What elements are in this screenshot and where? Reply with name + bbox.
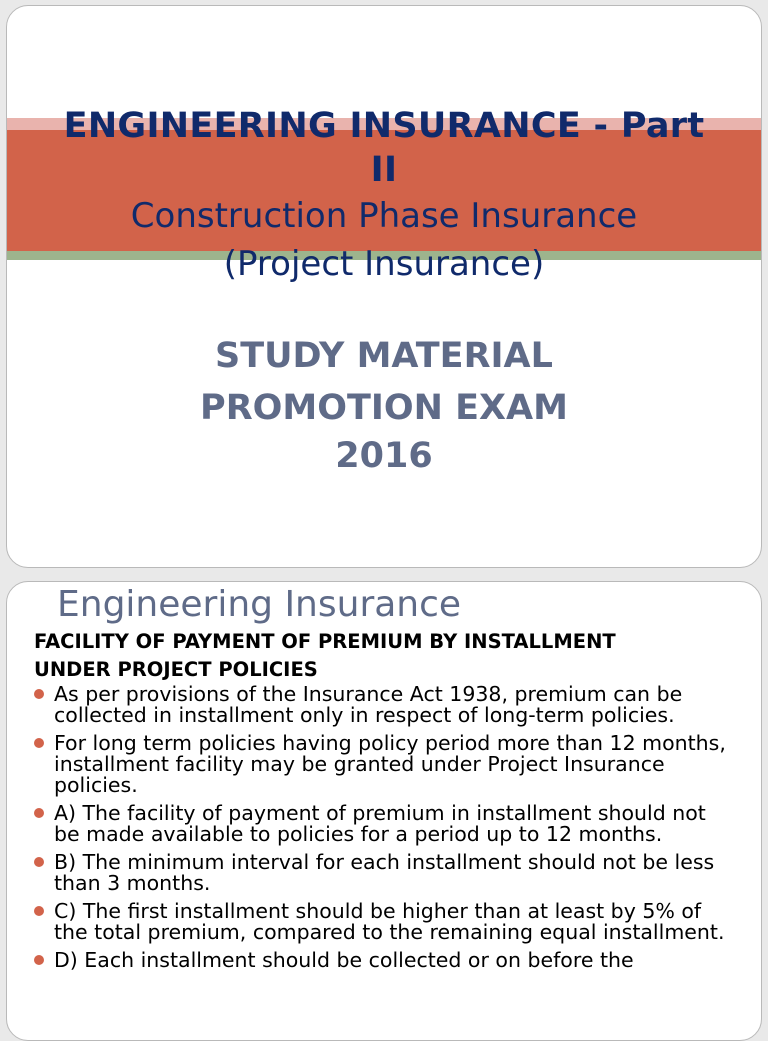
study-material-block bbox=[17, 332, 751, 480]
slide-subtitle-line-1: Construction Phase Insurance bbox=[130, 196, 638, 236]
bullet-dot-icon bbox=[34, 689, 44, 699]
study-line-2: PROMOTION EXAM bbox=[200, 388, 568, 428]
title-slide bbox=[6, 5, 762, 568]
study-line-3: 2016 bbox=[335, 436, 433, 476]
bullet-item bbox=[29, 733, 731, 796]
bullet-text: D) Each installment should be collected or on before the bbox=[54, 948, 634, 972]
bullet-text: C) The first installment should be higher than at least by 5% of the total premium, compared to the remaining equal installment. bbox=[54, 899, 725, 944]
bullet-item bbox=[29, 684, 731, 726]
section-heading-line-1: FACILITY OF PAYMENT OF PREMIUM BY INSTALLMENT bbox=[34, 630, 616, 653]
slide-title-line-1: ENGINEERING INSURANCE - Part bbox=[63, 106, 705, 146]
bullet-dot-icon bbox=[34, 857, 44, 867]
bullet-item bbox=[29, 803, 731, 845]
bullet-dot-icon bbox=[34, 738, 44, 748]
slide-subtitle-line-2: (Project Insurance) bbox=[223, 244, 545, 284]
slide-title-line-2: II bbox=[370, 150, 398, 190]
bullet-item bbox=[29, 852, 731, 894]
study-line-1: STUDY MATERIAL bbox=[215, 336, 553, 376]
bullet-dot-icon bbox=[34, 955, 44, 965]
bullet-list bbox=[29, 684, 731, 978]
title-block bbox=[17, 104, 751, 288]
content-slide bbox=[6, 581, 762, 1041]
bullet-text: B) The minimum interval for each installment should not be less than 3 months. bbox=[54, 850, 715, 895]
slide-subtitle bbox=[17, 192, 751, 288]
bullet-item bbox=[29, 950, 731, 971]
bullet-text: A) The facility of payment of premium in installment should not be made available to policies for a period up to 12 months. bbox=[54, 801, 706, 846]
content-slide-title: Engineering Insurance bbox=[57, 584, 462, 625]
bullet-dot-icon bbox=[34, 808, 44, 818]
slide-title bbox=[17, 104, 751, 192]
bullet-text: For long term policies having policy period more than 12 months, installment facility may be granted under Project Insurance policies. bbox=[54, 731, 726, 797]
section-heading-line-2: UNDER PROJECT POLICIES bbox=[34, 658, 318, 681]
section-heading bbox=[34, 628, 731, 684]
bullet-text: As per provisions of the Insurance Act 1938, premium can be collected in installment only in respect of long-term policies. bbox=[54, 682, 683, 727]
bullet-item bbox=[29, 901, 731, 943]
bullet-dot-icon bbox=[34, 906, 44, 916]
